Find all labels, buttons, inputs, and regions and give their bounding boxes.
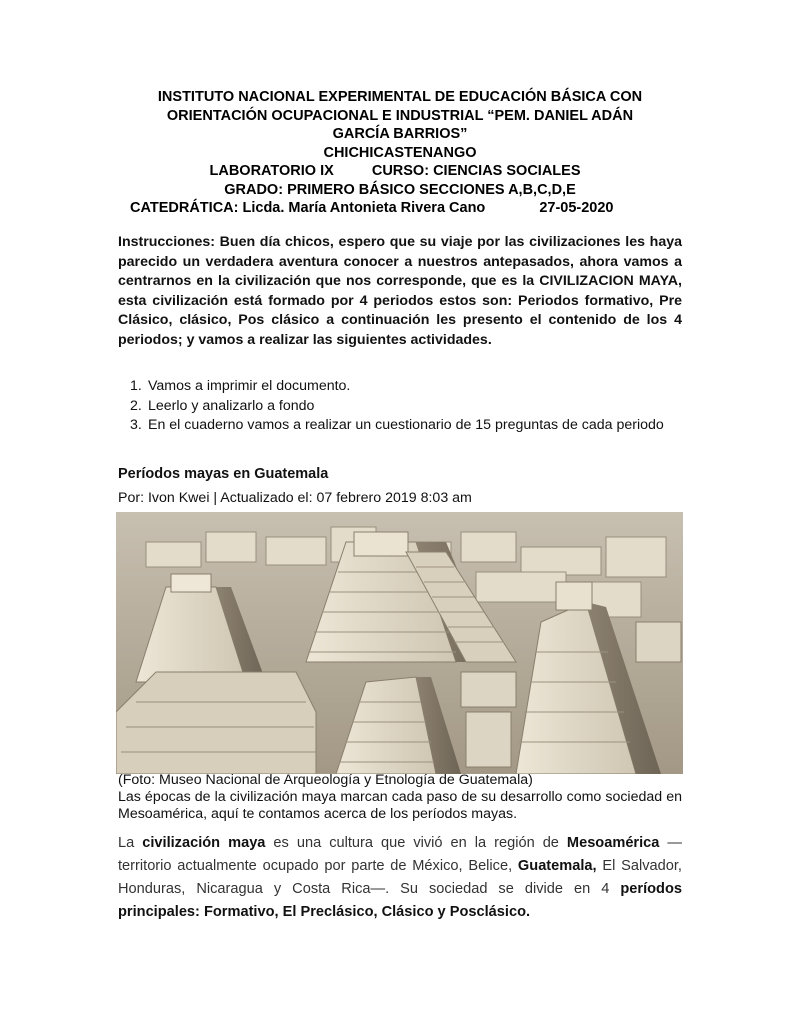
body-paragraph xyxy=(118,832,682,924)
lab-course-row xyxy=(100,162,700,181)
document-header xyxy=(100,88,700,218)
school-name-line-1: INSTITUTO NACIONAL EXPERIMENTAL DE EDUCACIÓN BÁSICA CON xyxy=(157,89,643,105)
maya-city-model-image xyxy=(116,512,683,774)
school-name-line-3: GARCÍA BARRIOS” xyxy=(332,126,468,142)
body-text: es una cultura que vivió en la región de xyxy=(265,835,567,851)
body-bold-text: civilización maya xyxy=(142,835,266,851)
steps-list xyxy=(118,377,682,436)
instructions-keyword: CIVILIZACION MAYA xyxy=(539,273,679,290)
body-text: El Salvador, Honduras, Nicaragua y Costa Rica—. Su sociedad se divide en 4 xyxy=(118,858,682,897)
step-text: Leerlo y analizarlo a fondo xyxy=(148,397,315,414)
body-text: La xyxy=(118,835,143,851)
body-bold-text: Mesoamérica xyxy=(566,835,660,851)
teacher-date-row xyxy=(130,199,700,218)
teacher-label: CATEDRÁTICA: Licda. María Antonieta Rivera Cano xyxy=(130,200,486,216)
instructions-text-1: Instrucciones: Buen día chicos, espero que su viaje por las civilizaciones les haya parecido un verdadera aventura conocer a nuestros antepasados, ahora vamos a centrarnos en la civilización que nos corresponde, que es la xyxy=(118,234,682,290)
byline: Por: Ivon Kwei | Actualizado el: 07 febrero 2019 8:03 am xyxy=(118,490,472,506)
school-name-line-2: ORIENTACIÓN OCUPACIONAL E INDUSTRIAL “PEM. DANIEL ADÁN xyxy=(166,107,634,124)
course-label: CURSO: CIENCIAS SOCIALES xyxy=(371,163,581,179)
list-item xyxy=(118,377,682,397)
maya-city-model-illustration xyxy=(116,512,683,774)
step-number: 2. xyxy=(130,397,142,414)
section-title: Períodos mayas en Guatemala xyxy=(118,466,329,482)
instructions-text-2: , esta civilización está formado por 4 periodos estos son: Periodos formativo, Pre Clásico, clásico, Pos clásico a continuación les presento el contenido de los 4 periodos; y vamos a realizar las siguientes actividades. xyxy=(118,273,682,348)
body-text: — territorio actualmente ocupado por parte de México, Belice, xyxy=(118,835,682,874)
body-bold-text: Guatemala, xyxy=(517,858,597,874)
step-number: 3. xyxy=(130,417,142,434)
intro-paragraph: Las épocas de la civilización maya marcan cada paso de su desarrollo como sociedad en Mesoamérica, aquí te contamos acerca de los períodos mayas. xyxy=(118,789,682,822)
step-text: Vamos a imprimir el documento. xyxy=(148,378,351,394)
lab-label: LABORATORIO IX xyxy=(209,163,334,179)
step-number: 1. xyxy=(130,378,142,394)
list-item xyxy=(118,397,682,417)
town-name: CHICHICASTENANGO xyxy=(323,144,477,161)
photo-caption: (Foto: Museo Nacional de Arqueología y Etnología de Guatemala) xyxy=(118,772,533,788)
instructions-paragraph xyxy=(118,233,682,351)
step-text: En el cuaderno vamos a realizar un cuestionario de 15 preguntas de cada periodo xyxy=(148,417,664,434)
body-bold-text: períodos principales: Formativo, El Preclásico, Clásico y Posclásico. xyxy=(118,881,682,920)
grade-label: GRADO: PRIMERO BÁSICO SECCIONES A,B,C,D,E xyxy=(224,181,576,198)
date-label: 27-05-2020 xyxy=(539,200,614,216)
list-item xyxy=(118,416,682,436)
